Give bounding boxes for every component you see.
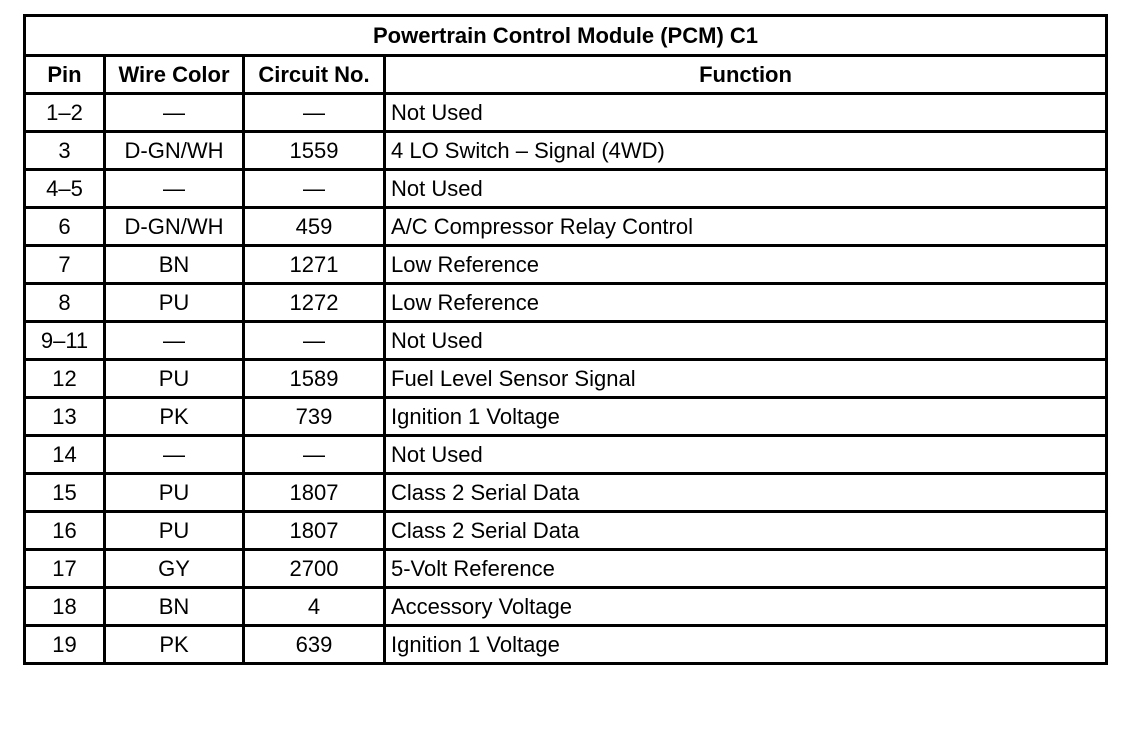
- cell-circuit-no: —: [244, 170, 385, 208]
- table-row: [25, 436, 1107, 474]
- cell-function: Low Reference: [385, 246, 1107, 284]
- cell-function: A/C Compressor Relay Control: [385, 208, 1107, 246]
- cell-function: Fuel Level Sensor Signal: [385, 360, 1107, 398]
- column-header-circuit-no: Circuit No.: [244, 56, 385, 94]
- column-header-row: [25, 56, 1107, 94]
- table-row: [25, 208, 1107, 246]
- cell-pin: 17: [25, 550, 105, 588]
- cell-function: Class 2 Serial Data: [385, 512, 1107, 550]
- cell-pin: 15: [25, 474, 105, 512]
- table-row: [25, 170, 1107, 208]
- table-title-row: [25, 16, 1107, 56]
- table-row: [25, 588, 1107, 626]
- cell-circuit-no: 1807: [244, 512, 385, 550]
- table-row: [25, 398, 1107, 436]
- cell-wire-color: PU: [105, 474, 244, 512]
- cell-wire-color: PK: [105, 626, 244, 664]
- cell-wire-color: —: [105, 436, 244, 474]
- cell-circuit-no: 2700: [244, 550, 385, 588]
- cell-function: Ignition 1 Voltage: [385, 398, 1107, 436]
- cell-circuit-no: —: [244, 436, 385, 474]
- cell-function: Accessory Voltage: [385, 588, 1107, 626]
- column-header-wire-color: Wire Color: [105, 56, 244, 94]
- cell-function: Not Used: [385, 436, 1107, 474]
- cell-function: Class 2 Serial Data: [385, 474, 1107, 512]
- cell-wire-color: PK: [105, 398, 244, 436]
- column-header-function: Function: [385, 56, 1107, 94]
- cell-wire-color: BN: [105, 588, 244, 626]
- cell-pin: 18: [25, 588, 105, 626]
- pcm-connector-table: [23, 14, 1108, 665]
- cell-function: 5-Volt Reference: [385, 550, 1107, 588]
- table-row: [25, 284, 1107, 322]
- table-row: [25, 626, 1107, 664]
- table-row: [25, 94, 1107, 132]
- cell-circuit-no: 1559: [244, 132, 385, 170]
- cell-circuit-no: 639: [244, 626, 385, 664]
- table-row: [25, 512, 1107, 550]
- cell-function: Not Used: [385, 170, 1107, 208]
- cell-function: 4 LO Switch – Signal (4WD): [385, 132, 1107, 170]
- cell-wire-color: PU: [105, 284, 244, 322]
- table-row: [25, 360, 1107, 398]
- cell-wire-color: GY: [105, 550, 244, 588]
- table-row: [25, 550, 1107, 588]
- cell-pin: 9–11: [25, 322, 105, 360]
- cell-pin: 16: [25, 512, 105, 550]
- table-title: Powertrain Control Module (PCM) C1: [25, 16, 1107, 56]
- cell-pin: 4–5: [25, 170, 105, 208]
- cell-wire-color: —: [105, 94, 244, 132]
- table-row: [25, 474, 1107, 512]
- cell-pin: 3: [25, 132, 105, 170]
- cell-wire-color: BN: [105, 246, 244, 284]
- cell-circuit-no: 739: [244, 398, 385, 436]
- cell-wire-color: D-GN/WH: [105, 132, 244, 170]
- cell-circuit-no: 1272: [244, 284, 385, 322]
- cell-pin: 13: [25, 398, 105, 436]
- cell-pin: 14: [25, 436, 105, 474]
- cell-function: Ignition 1 Voltage: [385, 626, 1107, 664]
- cell-function: Not Used: [385, 94, 1107, 132]
- cell-pin: 8: [25, 284, 105, 322]
- table-row: [25, 246, 1107, 284]
- table-body: [25, 94, 1107, 664]
- cell-circuit-no: —: [244, 94, 385, 132]
- cell-circuit-no: 4: [244, 588, 385, 626]
- column-header-pin: Pin: [25, 56, 105, 94]
- cell-circuit-no: 1589: [244, 360, 385, 398]
- cell-circuit-no: —: [244, 322, 385, 360]
- cell-circuit-no: 1271: [244, 246, 385, 284]
- cell-function: Low Reference: [385, 284, 1107, 322]
- cell-circuit-no: 1807: [244, 474, 385, 512]
- cell-wire-color: D-GN/WH: [105, 208, 244, 246]
- cell-circuit-no: 459: [244, 208, 385, 246]
- cell-wire-color: PU: [105, 512, 244, 550]
- cell-wire-color: —: [105, 322, 244, 360]
- cell-pin: 6: [25, 208, 105, 246]
- cell-pin: 7: [25, 246, 105, 284]
- cell-pin: 19: [25, 626, 105, 664]
- cell-wire-color: —: [105, 170, 244, 208]
- cell-function: Not Used: [385, 322, 1107, 360]
- table-row: [25, 322, 1107, 360]
- cell-pin: 1–2: [25, 94, 105, 132]
- cell-pin: 12: [25, 360, 105, 398]
- cell-wire-color: PU: [105, 360, 244, 398]
- table-row: [25, 132, 1107, 170]
